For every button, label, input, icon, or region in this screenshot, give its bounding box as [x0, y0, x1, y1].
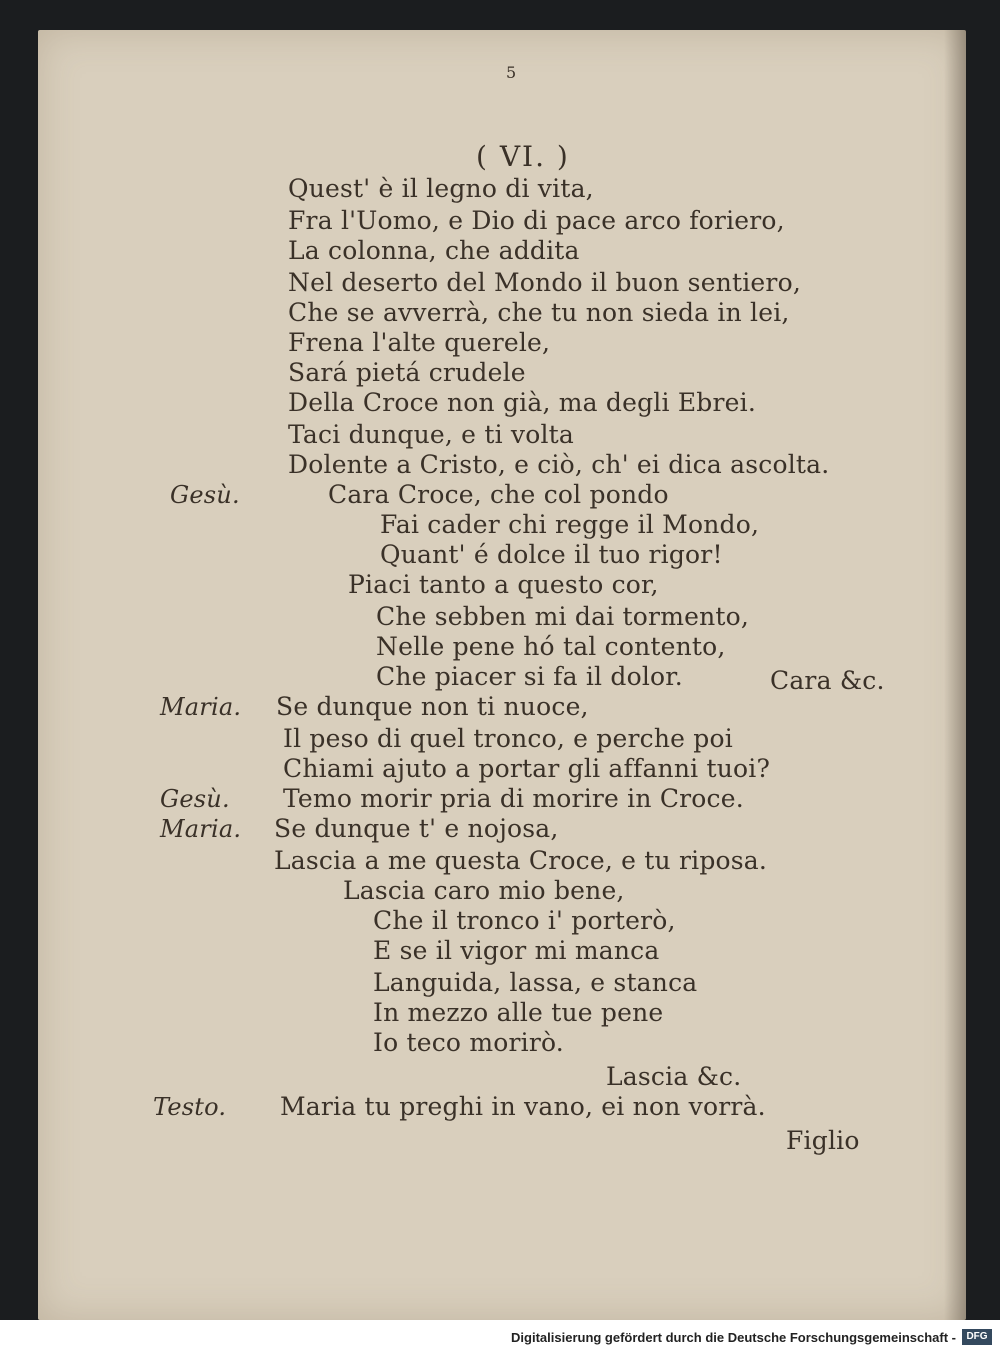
verse-line: Se dunque t' e nojosa, [274, 814, 559, 843]
verse-line: Fai cader chi regge il Mondo, [380, 510, 760, 539]
verse-line: Che il tronco i' porterò, [373, 906, 676, 935]
verse-line: Sará pietá crudele [288, 358, 526, 387]
verse-line: Che se avverrà, che tu non sieda in lei, [288, 298, 790, 327]
verse-line: Io teco morirò. [373, 1028, 564, 1057]
verse-line: Cara Croce, che col pondo [328, 480, 669, 509]
page-gutter-shadow [944, 30, 966, 1320]
book-page [38, 30, 966, 1320]
verse-line: Nel deserto del Mondo il buon sentiero, [288, 268, 801, 297]
footer-credit: Digitalisierung gefördert durch die Deutsche Forschungsgemeinschaft - [511, 1330, 956, 1345]
verse-line: Il peso di quel tronco, e perche poi [283, 724, 733, 753]
digitization-footer [0, 1320, 1000, 1355]
verse-line: Se dunque non ti nuoce, [276, 692, 589, 721]
speaker-label: Testo. [153, 1093, 227, 1121]
verse-line: In mezzo alle tue pene [373, 998, 664, 1027]
verse-line: Quest' è il legno di vita, [288, 174, 594, 203]
verse-line: Fra l'Uomo, e Dio di pace arco foriero, [288, 206, 785, 235]
verse-line: Lascia a me questa Croce, e tu riposa. [274, 846, 768, 875]
catchword: Figlio [786, 1126, 860, 1155]
verse-line: Piaci tanto a questo cor, [348, 570, 659, 599]
verse-line: Chiami ajuto a portar gli affanni tuoi? [283, 754, 771, 783]
verse-line: Temo morir pria di morire in Croce. [283, 784, 744, 813]
verse-line: Della Croce non già, ma degli Ebrei. [288, 388, 756, 417]
verse-line: La colonna, che addita [288, 236, 580, 265]
verse-line: Frena l'alte querele, [288, 328, 551, 357]
verse-line: Lascia caro mio bene, [343, 876, 625, 905]
speaker-label: Maria. [160, 815, 242, 843]
verse-line: Quant' é dolce il tuo rigor! [380, 540, 723, 569]
aria-cue: Cara &c. [770, 666, 885, 695]
dfg-logo: DFG [962, 1329, 992, 1345]
verse-line: Dolente a Cristo, e ciò, ch' ei dica ascolta. [288, 450, 830, 479]
verse-line: Che piacer si fa il dolor. [376, 662, 683, 691]
speaker-label: Gesù. [170, 481, 240, 509]
speaker-label: Maria. [160, 693, 242, 721]
verse-line: Taci dunque, e ti volta [288, 420, 575, 449]
verse-line: Languida, lassa, e stanca [373, 968, 698, 997]
aria-cue: Lascia &c. [606, 1062, 742, 1091]
verse-line: E se il vigor mi manca [373, 936, 660, 965]
folio-mark: 5 [506, 63, 517, 82]
verse-line: Nelle pene hó tal contento, [376, 632, 726, 661]
verse-line: Che sebben mi dai tormento, [376, 602, 750, 631]
speaker-label: Gesù. [160, 785, 230, 813]
page-heading: ( VI. ) [476, 140, 570, 173]
verse-line: Maria tu preghi in vano, ei non vorrà. [280, 1092, 766, 1121]
